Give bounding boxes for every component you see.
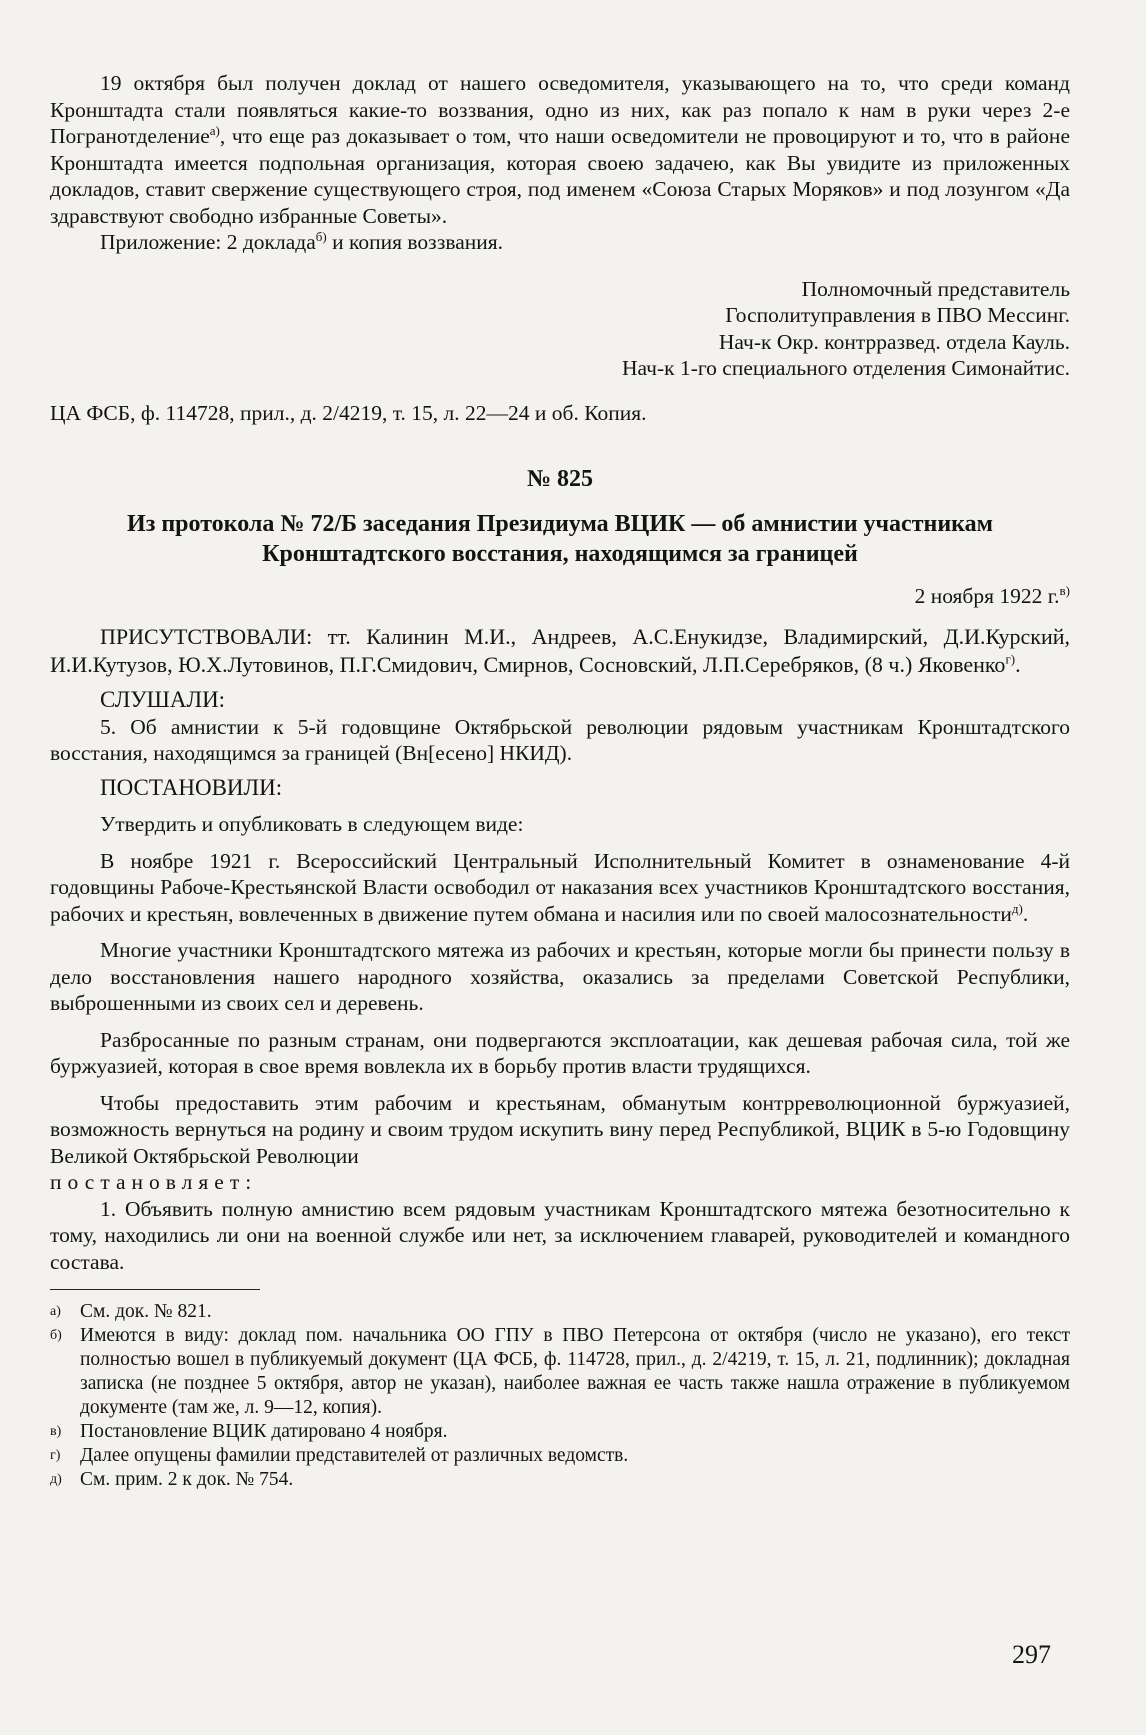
footnote-mark: а)	[50, 1304, 61, 1319]
document-date: 2 ноября 1922 г.$^{в)}$	[914, 582, 1070, 608]
signature-block	[50, 276, 1070, 382]
body-paragraph: Разбросанные по разным странам, они подвергаются эксплоатации, как дешевая рабочая сила, той же буржуазией, которая в свое время вовлекла их в борьбу против власти трудящихся.	[50, 1027, 1070, 1078]
footnote-divider	[50, 1289, 260, 1290]
signature-line: Полномочный представитель	[801, 276, 1070, 301]
signature-line: Нач-к Окр. контрразвед. отдела Кауль.	[718, 329, 1070, 354]
footnote: д) См. прим. 2 к док. № 754.	[50, 1469, 294, 1490]
footnote-ref-v: в)	[1059, 582, 1070, 598]
agenda-item: 5. Об амнистии к 5-й годовщине Октябрьской революции рядовым участникам Кронштадтского восстания, находящимся за границей (Вн[есено] НКИД).	[50, 714, 1070, 765]
footnote-mark: в)	[50, 1424, 62, 1439]
footnote: в) Постановление ВЦИК датировано 4 ноября.	[50, 1421, 448, 1442]
document-number: № 825	[526, 466, 594, 492]
body-paragraph: В ноябре 1921 г. Всероссийский Центральный Исполнительный Комитет в ознаменование 4-й годовщины Рабоче-Крестьянской Власти освободил от наказания всех участников Кронштадтского восстания, рабочих и крестьян, вовлеченных в движение путем обмана и насилия или по своей малосознательности$^{д)}$.	[50, 848, 1070, 926]
document-title: Из протокола № 72/Б заседания Президиума ВЦИК — об амнистии участникам Кронштадтского восстания, находящимся за границей	[127, 510, 993, 567]
approve-line: Утвердить и опубликовать в следующем виде:	[100, 812, 524, 836]
heard-heading: СЛУШАЛИ:	[100, 687, 226, 712]
page-content	[50, 70, 1070, 1492]
footnote-ref-g: г)	[1005, 651, 1016, 667]
signature-line: Нач-к 1-го специального отделения Симонайтис.	[621, 356, 1070, 380]
footnote-ref-a: а)	[209, 122, 220, 138]
decrees-word: постановляет:	[50, 1170, 258, 1194]
signature-line: Госполитуправления в ПВО Мессинг.	[725, 303, 1070, 327]
attachment-line: Приложение: 2 доклада$^{б)}$ и копия воззвания.	[100, 228, 504, 254]
footnotes	[50, 1300, 1070, 1492]
body-paragraph: Многие участники Кронштадтского мятежа из рабочих и крестьян, которые могли бы принести пользу в дело восстановления нашего народного хозяйства, оказались за пределами Советской Республики, выброшенными из своих сел и деревень.	[50, 938, 1070, 1015]
footnote-mark: д)	[50, 1472, 62, 1487]
footnote-mark: б)	[50, 1328, 62, 1343]
resolved-heading: ПОСТАНОВИЛИ:	[100, 774, 283, 800]
footnote: а) См. док. № 821.	[50, 1301, 212, 1322]
footnote-mark: г)	[50, 1448, 61, 1463]
intro-paragraph: 19 октября был получен доклад от нашего осведомителя, указывающего на то, что среди команд Кронштадта стали появляться какие-то воззвания, одно из них, как раз попало к нам в руки через 2-е Погранотделение$^{а)}$, что еще раз доказывает о том, что наши осведомители не провоцируют и то, что в районе Кронштадта имеется подпольная организация, которая своею задачею, как Вы увидите из приложенных докладов, ставит свержение существующего строя, под именем «Союза Старых Моряков» и под лозунгом «Да здравствуют свободно избранные Советы».	[50, 71, 1070, 228]
footnote: г) Далее опущены фамилии представителей от различных ведомств.	[50, 1445, 629, 1466]
footnote-ref-d: д)	[1011, 900, 1023, 916]
page-number: 297	[1012, 1640, 1051, 1669]
decree-point: 1. Объявить полную амнистию всем рядовым участникам Кронштадтского мятежа безотносительно к тому, находились ли они на военной службе или нет, за исключением главарей, руководителей и командного состава.	[50, 1196, 1070, 1274]
footnote-ref-b: б)	[315, 228, 327, 244]
archive-source: ЦА ФСБ, ф. 114728, прил., д. 2/4219, т. 15, л. 22—24 и об. Копия.	[50, 400, 647, 425]
footnote: б) Имеются в виду: доклад пом. начальника ОО ГПУ в ПВО Петерсона от октября (число не указано), его текст полностью вошел в публикуемый документ (ЦА ФСБ, ф. 114728, прил., д. 2/4219, т. 15, л. 21, подлинник); докладная записка (не позднее 5 октября, автор не указан), наиболее важная ее часть также нашла отражение в публикуемом документе (там же, л. 9—12, копия).	[50, 1325, 1070, 1418]
body-paragraph: Чтобы предоставить этим рабочим и крестьянам, обманутым контрреволюционной буржуазией, возможность вернуться на родину и своим трудом искупить вину перед Республикой, ВЦИК в 5-ю Годовщину Великой Октябрьской Революции	[50, 1090, 1070, 1168]
attendees-paragraph: ПРИСУТСТВОВАЛИ: тт. Калинин М.И., Андреев, А.С.Енукидзе, Владимирский, Д.И.Курский, И.И.Кутузов, Ю.Х.Лутовинов, П.Г.Смидович, Смирнов, Сосновский, Л.П.Серебряков, (8 ч.) Яковенко$^{г)}$.	[50, 624, 1070, 677]
